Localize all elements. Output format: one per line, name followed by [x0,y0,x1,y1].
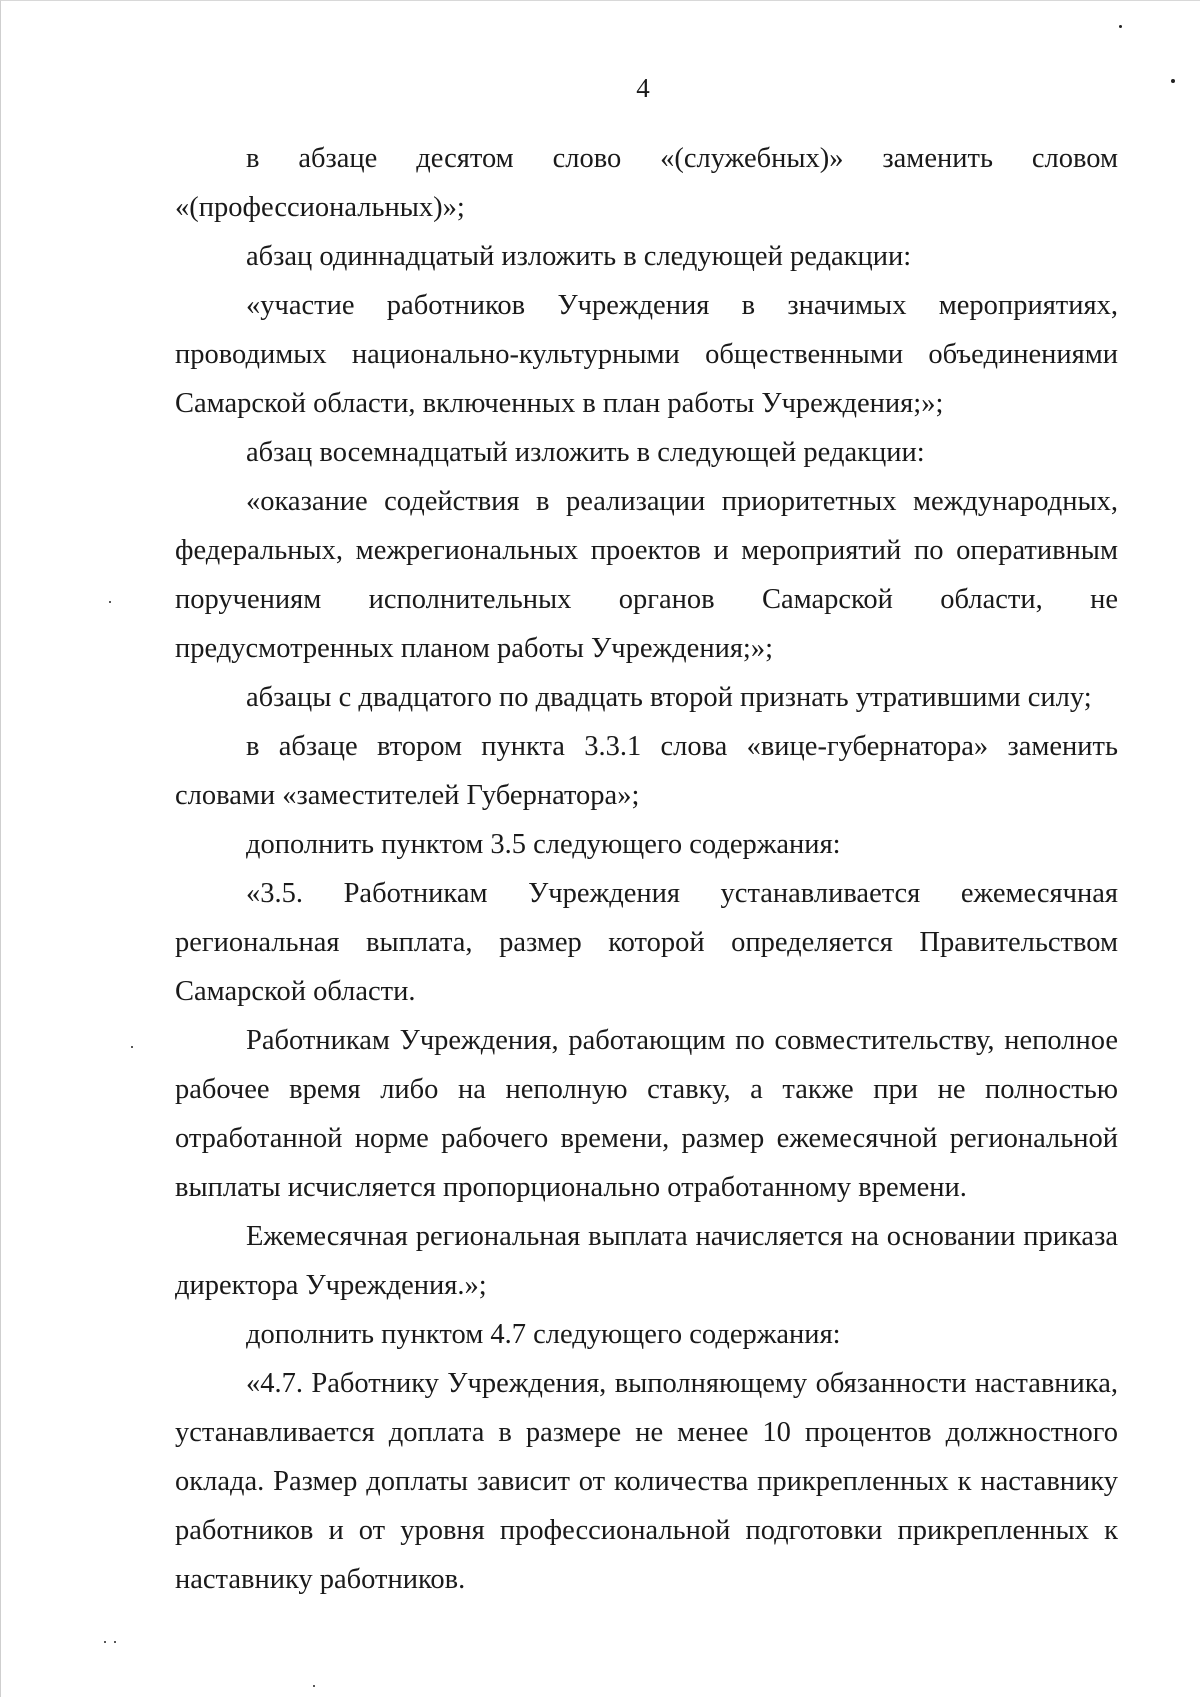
paragraph: в абзаце втором пункта 3.3.1 слова «вице-губернатора» заменить словами «заместителей Губернатора»; [175,731,1118,811]
page-number: 4 [636,73,650,103]
paragraph: Ежемесячная региональная выплата начисляется на основании приказа директора Учреждения.»; [175,1221,1118,1301]
paragraph: абзац одиннадцатый изложить в следующей редакции: [246,241,912,272]
paragraph: абзацы с двадцатого по двадцать второй признать утратившими силу; [246,682,1092,713]
scan-speck [1171,79,1175,83]
scan-speck [104,1641,106,1643]
paragraph: абзац восемнадцатый изложить в следующей редакции: [246,437,925,468]
paragraph: «оказание содействия в реализации приоритетных международных, федеральных, межрегиональных проектов и мероприятий по оперативным поручениям исполнительных органов Самарской области, не предусмотренных планом работы Учреждения;»; [175,486,1118,664]
scan-speck [109,601,111,603]
scan-speck [114,1641,116,1643]
paragraph: Работникам Учреждения, работающим по совместительству, неполное рабочее время либо на неполную ставку, а также при не полностью отработанной норме рабочего времени, размер ежемесячной региональной выплаты исчисляется пропорционально отработанному времени. [175,1025,1118,1203]
paragraph: «4.7. Работнику Учреждения, выполняющему обязанности наставника, устанавливается доплата в размере не менее 10 процентов должностного оклада. Размер доплаты зависит от количества прикрепленных к наставнику работников и от уровня профессиональной подготовки прикрепленных к наставнику работников. [175,1368,1118,1595]
scan-speck [313,1685,315,1687]
paragraph: «3.5. Работникам Учреждения устанавливается ежемесячная региональная выплата, размер которой определяется Правительством Самарской области. [175,878,1118,1007]
document-body [175,134,1118,1604]
paragraph: «участие работников Учреждения в значимых мероприятиях, проводимых национально-культурными общественными объединениями Самарской области, включенных в план работы Учреждения;»; [175,290,1118,419]
paragraph: дополнить пунктом 3.5 следующего содержания: [246,829,841,860]
paragraph: дополнить пунктом 4.7 следующего содержания: [246,1319,841,1350]
scan-speck [1119,25,1122,28]
paragraph: в абзаце десятом слово «(служебных)» заменить словом «(профессиональных)»; [175,143,1118,223]
scan-speck [131,1046,133,1048]
